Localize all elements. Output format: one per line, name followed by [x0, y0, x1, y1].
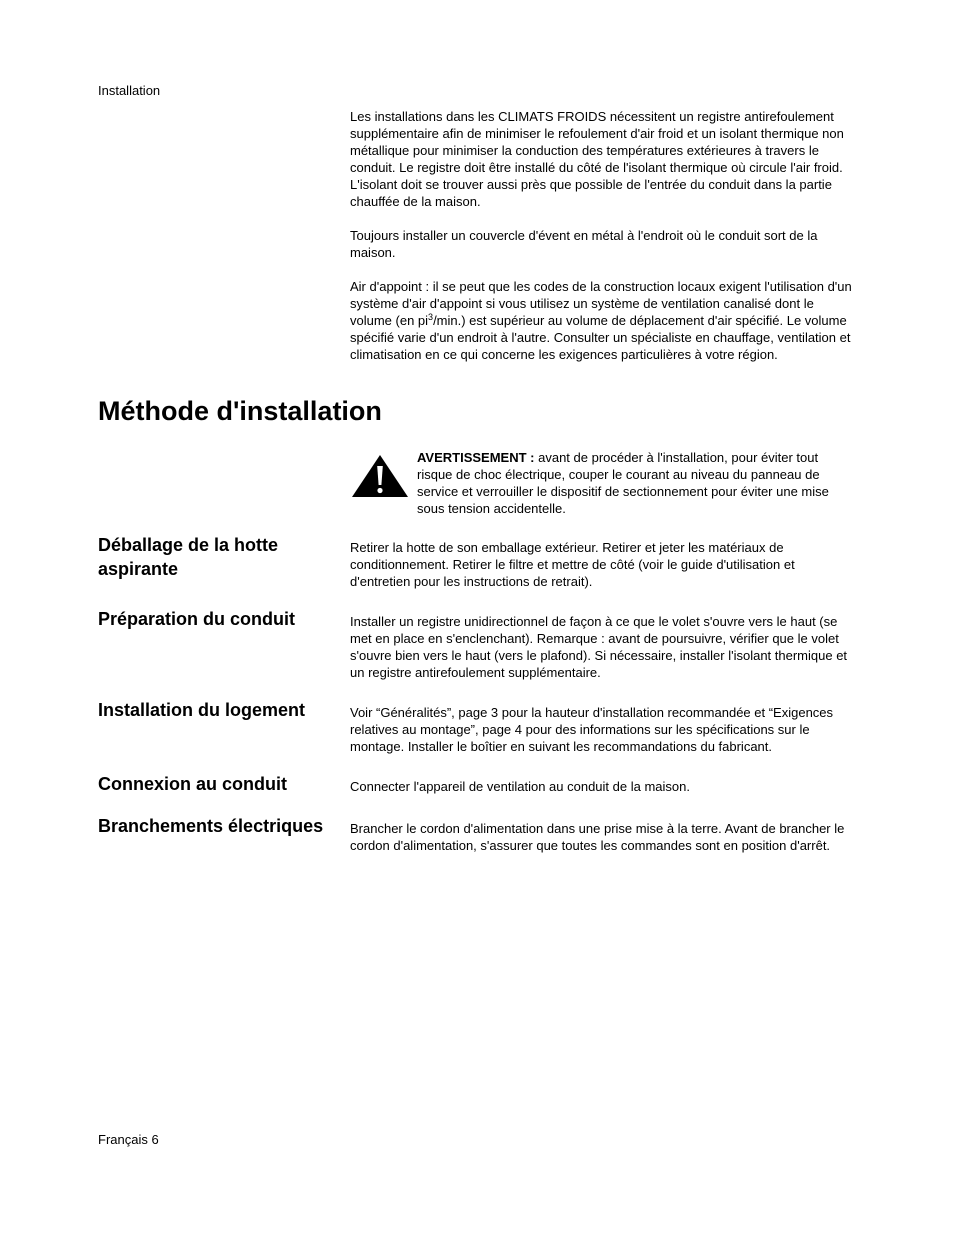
step-unpacking	[98, 533, 860, 593]
warning-lead: AVERTISSEMENT :	[417, 450, 535, 465]
step-housing-installation	[98, 698, 860, 758]
section-title: Méthode d'installation	[98, 396, 382, 426]
step-duct-preparation	[98, 607, 860, 687]
intro-block	[350, 108, 858, 380]
intro-paragraph-vent-cover: Toujours installer un couvercle d'évent en métal à l'endroit où le conduit sort de la maison.	[350, 228, 818, 260]
warning-notice	[350, 449, 860, 517]
intro-paragraph-makeup-air	[350, 278, 858, 363]
intro-paragraph-cold-climates: Les installations dans les CLIMATS FROIDS nécessitent un registre antirefoulement supplémentaire afin de minimiser le refoulement d'air froid et un isolant thermique non métallique pour minimiser la conduction des températures extérieures à travers le conduit. Le registre doit être installé du côté de l'isolant thermique où circule l'air froid. L'isolant doit se trouver aussi près que possible de l'entrée du conduit dans la partie chauffée de la maison.	[350, 109, 844, 209]
step-text: Connecter l'appareil de ventilation au conduit de la maison.	[350, 779, 690, 794]
step-text: Installer un registre unidirectionnel de façon à ce que le volet s'ouvre vers le haut (se met en place en s'enclenchant). Remarque : avant de poursuivre, vérifier que le volet s'ouvre bien vers le haut (vers le plafond). Si nécessaire, installer l'isolant thermique et un registre antirefoulement supplémentaire.	[350, 614, 848, 680]
step-text: Brancher le cordon d'alimentation dans une prise mise à la terre. Avant de brancher le cordon d'alimentation, s'assurer que toutes les commandes sont en position d'arrêt.	[350, 821, 845, 853]
step-text: Retirer la hotte de son emballage extérieur. Retirer et jeter les matériaux de conditionnement. Retirer le filtre et mettre de côté (voir le guide d'utilisation et d'entretien pour les instructions de retrait).	[350, 540, 795, 589]
step-duct-connection	[98, 772, 860, 802]
step-heading: Préparation du conduit	[98, 609, 296, 629]
step-heading: Déballage de la hotte aspirante	[98, 535, 279, 579]
makeup-air-text-start: Air d'appoint : il se peut que les codes de la construction locaux exigent l'utilisation d'un système d'air d'appoint si vous utilisez un système de ventilation canalisé dont le volume (en pi	[350, 279, 852, 328]
running-header: Installation	[98, 83, 161, 98]
warning-text	[417, 449, 857, 517]
step-text: Voir “Généralités”, page 3 pour la hauteur d'installation recommandée et “Exigences relatives au montage”, page 4 pour des informations sur les spécifications sur le montage. Installer le boîtier en suivant les recommandations du fabricant.	[350, 705, 834, 754]
step-heading: Connexion au conduit	[98, 774, 287, 794]
step-heading: Branchements électriques	[98, 816, 324, 836]
warning-triangle-icon	[350, 453, 410, 499]
cubic-superscript: 3	[428, 312, 434, 322]
step-heading: Installation du logement	[98, 700, 306, 720]
warning-body: avant de procéder à l'installation, pour éviter tout risque de choc électrique, couper le courant au niveau du panneau de service et verrouiller le dispositif de sectionnement pour éviter une mise sous tension accidentelle.	[417, 450, 829, 516]
page-footer: Français 6	[98, 1132, 159, 1147]
makeup-air-text-end: /min.) est supérieur au volume de déplacement d'air spécifié. Le volume spécifié varie d'un endroit à l'autre. Consulter un spécialiste en chauffage, ventilation et climatisation en ce qui concerne les exigences particulières à votre région.	[350, 313, 851, 362]
step-electrical-connections	[98, 814, 860, 874]
